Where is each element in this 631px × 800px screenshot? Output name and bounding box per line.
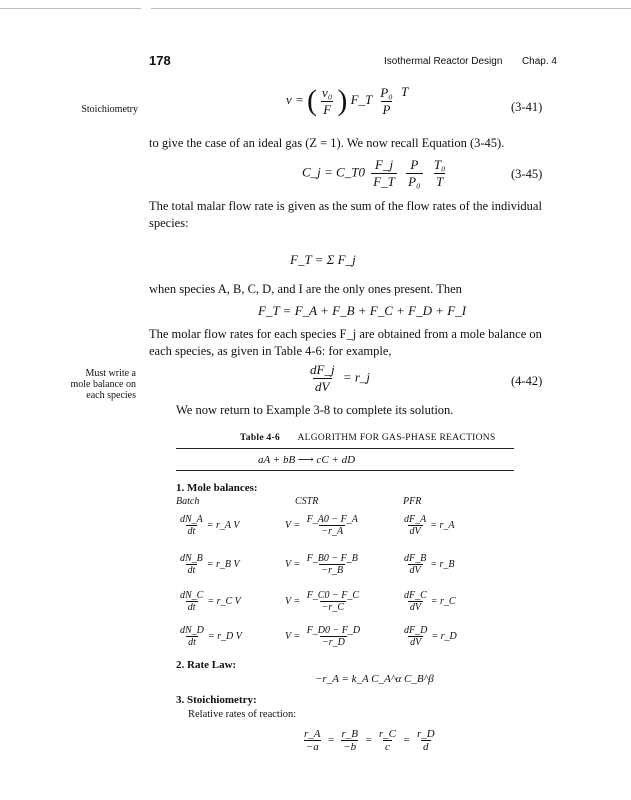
table-label: Table 4-6 (240, 433, 281, 443)
chapter-title: Isothermal Reactor Design (384, 56, 503, 67)
cstr-den-C: −r_C (321, 602, 344, 613)
equation-4-42 (305, 362, 370, 395)
eq-442-dFj: dF_j (310, 362, 335, 377)
batch-num-B: dN_B (180, 553, 203, 564)
batch-den-C: dt (187, 602, 196, 613)
relative-rates-equation: $\frac{r\_A}{-a}$ = $\frac{r\_B}{-b}$ = $\frac{r\_C}{c}$ = $\frac{r\_D}{d}$ (304, 728, 435, 753)
column-batch: Batch (176, 496, 200, 507)
cstr-lhs-C: V = (285, 595, 301, 607)
rel-rate-B-den: −b (343, 741, 357, 753)
rel-rate-A-den: −a (305, 741, 319, 753)
margin-note-line2: mole balance on (70, 379, 136, 390)
equation-3-41: v = ( $\frac{\text{v₀}}{F}$ ) F_T $\frac{\text{P₀}}{P}$ T (286, 84, 409, 118)
pfr-num-C: dF_C (404, 590, 427, 601)
page-number: 178 (149, 53, 171, 68)
paragraph-molar-flow-line1: The molar flow rates for each species F_j are obtained from a mole balance on (149, 327, 542, 341)
equation-number-3-41: (3-41) (511, 100, 543, 114)
cstr-lhs-B: V = (285, 558, 301, 570)
eq-341-FT: F_T (350, 92, 373, 107)
batch-den-D: dt (188, 637, 196, 648)
margin-note-stoichiometry: Stoichiometry (81, 104, 138, 115)
equation-number-4-42: (4-42) (511, 374, 543, 388)
column-pfr: PFR (403, 496, 422, 507)
batch-den-A: dt (187, 526, 196, 537)
table-row (176, 625, 242, 648)
eq-345-lhs: C_j = C_T0 (302, 164, 365, 180)
table-row-cstr (285, 590, 363, 613)
paragraph-total-flow-line1: The total malar flow rate is given as the sum of the flow rates of the individual (149, 199, 542, 213)
table-row-pfr (400, 553, 454, 576)
cstr-lhs-A: V = (285, 519, 301, 531)
paragraph-return-example: We now return to Example 3-8 to complete its solution. (176, 403, 454, 417)
eq-341-lhs: v = (286, 92, 304, 107)
paragraph-species: when species A, B, C, D, and I are the only ones present. Then (149, 282, 462, 296)
margin-note-must-write (46, 368, 136, 401)
section-stoichiometry: 3. Stoichiometry: (176, 694, 257, 706)
section-mole-balances: 1. Mole balances: (176, 482, 258, 494)
eq-345-T: T (436, 174, 444, 189)
paragraph-ideal-gas: to give the case of an ideal gas (Z = 1). We now recall Equation (3-45). (149, 136, 505, 150)
table-reaction: aA + bB ⟶ cC + dD (258, 454, 356, 466)
table-reaction-rule (176, 470, 514, 471)
cstr-den-D: −r_D (321, 637, 345, 648)
section-rate-law: 2. Rate Law: (176, 659, 237, 671)
top-rule-left (0, 8, 141, 9)
eq-345-T0: T₀ (433, 157, 446, 172)
running-head (384, 56, 557, 67)
batch-rhs-D: = r_D V (207, 630, 242, 642)
eq-345-P0: P₀ (408, 174, 421, 189)
top-rule-right (151, 8, 631, 9)
pfr-rhs-B: = r_B (430, 558, 455, 570)
batch-rhs-B: = r_B V (206, 558, 240, 570)
cstr-num-C: F_C0 − F_C (306, 590, 359, 601)
batch-num-C: dN_C (180, 590, 204, 601)
paragraph-molar-flow-line2: each species, as given in Table 4-6: for example, (149, 344, 392, 358)
paragraph-total-flow-line2: species: (149, 216, 189, 230)
equation-3-45 (302, 157, 451, 190)
pfr-den-C: dV (409, 602, 421, 613)
equation-sum-flow: F_T = Σ F_j (290, 252, 356, 267)
eq-341-P: P (382, 101, 391, 117)
table-top-rule (176, 448, 514, 449)
rel-rate-D-den: d (423, 741, 429, 753)
table-row (176, 590, 241, 613)
table-row-pfr (400, 514, 454, 537)
pfr-den-B: dV (409, 565, 421, 576)
eq-341-v0: v₀ (322, 84, 333, 100)
eq-442-dV: dV (315, 379, 330, 394)
table-row-pfr (400, 625, 457, 648)
eq-341-P0: P₀ (380, 84, 393, 100)
table-row-cstr (285, 553, 362, 576)
batch-rhs-A: = r_A V (206, 519, 240, 531)
rel-rate-C-den: c (384, 741, 390, 753)
eq-442-rhs: = r_j (342, 369, 371, 385)
pfr-rhs-D: = r_D (431, 630, 457, 642)
pfr-den-D: dV (410, 637, 422, 648)
pfr-num-B: dF_B (404, 553, 427, 564)
chapter-label: Chap. 4 (521, 56, 557, 67)
rel-rate-B-num: r_B (341, 728, 358, 740)
rel-rate-A-num: r_A (304, 728, 321, 740)
table-row-cstr (285, 625, 364, 648)
pfr-rhs-A: = r_A (430, 519, 455, 531)
pfr-num-D: dF_D (404, 625, 428, 636)
batch-den-B: dt (187, 565, 196, 576)
table-row (176, 514, 239, 537)
table-row-pfr (400, 590, 456, 613)
rel-rate-C-num: r_C (378, 728, 396, 740)
cstr-den-B: −r_B (321, 565, 344, 576)
equation-number-3-45: (3-45) (511, 167, 543, 181)
batch-num-A: dN_A (180, 514, 203, 525)
rel-rate-D-num: r_D (416, 728, 435, 740)
cstr-den-A: −r_A (321, 526, 344, 537)
rate-law-equation: −r_A = k_A C_A^α C_B^β (315, 673, 434, 685)
batch-num-D: dN_D (180, 625, 204, 636)
margin-note-line3: each species (86, 390, 136, 401)
paragraph-total-flow (149, 198, 542, 232)
cstr-lhs-D: V = (285, 630, 301, 642)
pfr-rhs-C: = r_C (430, 595, 456, 607)
eq-341-T: T (401, 84, 409, 99)
table-row (176, 553, 240, 576)
table-row-cstr (285, 514, 362, 537)
eq-345-Fj: F_j (375, 157, 394, 172)
table-title: ALGORITHM FOR GAS-PHASE REACTIONS (297, 433, 496, 443)
column-cstr: CSTR (295, 496, 319, 507)
table-caption (240, 433, 496, 443)
batch-rhs-C: = r_C V (207, 595, 241, 607)
paragraph-molar-flow (149, 326, 542, 360)
cstr-num-A: F_A0 − F_A (306, 514, 358, 525)
relative-rates-label: Relative rates of reaction: (188, 709, 297, 720)
margin-note-line1: Must write a (85, 368, 136, 379)
equation-total-flow: F_T = F_A + F_B + F_C + F_D + F_I (258, 303, 467, 318)
cstr-num-B: F_B0 − F_B (306, 553, 358, 564)
pfr-den-A: dV (409, 526, 421, 537)
pfr-num-A: dF_A (404, 514, 427, 525)
eq-345-FT: F_T (373, 174, 395, 189)
cstr-num-D: F_D0 − F_D (306, 625, 361, 636)
eq-345-P: P (410, 157, 419, 172)
eq-341-F: F (323, 101, 332, 117)
